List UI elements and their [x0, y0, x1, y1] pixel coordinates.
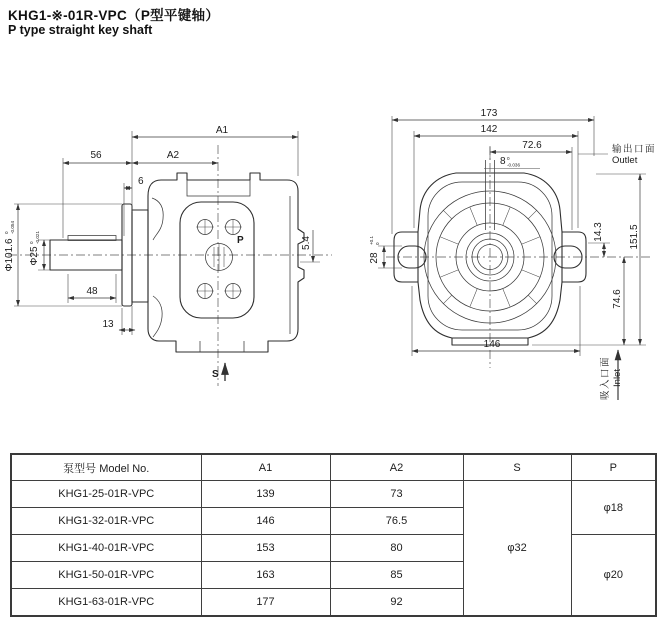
model-cell: KHG1-25-01R-VPC: [11, 481, 201, 508]
a1-cell: 146: [201, 508, 330, 535]
dim-151-5: [532, 174, 646, 345]
model-cell: KHG1-32-01R-VPC: [11, 508, 201, 535]
dim-14-3-label: 14.3: [593, 222, 604, 242]
dim-dia-101-6-label: Φ101.6: [4, 238, 15, 272]
front-view: [369, 108, 656, 400]
dim-dia-25-sup: 0: [29, 241, 34, 244]
dim-28: [369, 235, 402, 268]
dim-48: [68, 274, 116, 303]
a2-cell: 92: [330, 589, 463, 617]
port-p-label: P: [237, 235, 244, 246]
dim-dia-25: [29, 231, 50, 270]
a1-cell: 163: [201, 562, 330, 589]
dim-a1-label: A1: [215, 125, 229, 136]
dim-142-label: 142: [480, 124, 498, 135]
inlet-label-en: Inlet: [612, 369, 623, 387]
dim-74-6-label: 74.6: [612, 289, 623, 309]
inlet-callout: [599, 350, 623, 400]
a2-cell: 85: [330, 562, 463, 589]
dim-5-4: [300, 230, 320, 262]
dim-14-3: [588, 222, 610, 257]
s-cell: φ32: [463, 481, 571, 617]
a2-cell: 80: [330, 535, 463, 562]
dim-28-sup: +0.1: [369, 235, 374, 245]
model-cell: KHG1-50-01R-VPC: [11, 562, 201, 589]
suction-s-label: S: [212, 369, 219, 380]
port-face: [180, 202, 254, 318]
dim-8-sup: 0: [507, 156, 510, 161]
table-row: [11, 481, 656, 508]
bolt-hole: [224, 283, 242, 299]
dim-dia-101-6-sub: -0.054: [10, 220, 15, 234]
dim-142: [414, 124, 578, 228]
dim-74-6: [612, 257, 624, 345]
dim-28-sub: 0: [375, 242, 380, 245]
model-cell: KHG1-63-01R-VPC: [11, 589, 201, 617]
dim-dia-25-sub: -0.021: [35, 230, 40, 244]
dim-151-5-label: 151.5: [629, 224, 640, 250]
dim-48-label: 48: [86, 286, 98, 297]
bolt-hole: [224, 219, 242, 235]
dim-56-label: 56: [90, 150, 102, 161]
header-model: 泵型号 Model No.: [11, 454, 201, 481]
bolt-hole: [196, 219, 214, 235]
inlet-label-cn: 吸入口面: [600, 355, 611, 401]
header-a2: A2: [330, 454, 463, 481]
dim-13-label: 13: [102, 319, 114, 330]
dim-56-a2: [63, 150, 218, 238]
page-subtitle: P type straight key shaft: [8, 23, 153, 37]
dim-8-sub: -0.036: [507, 162, 521, 168]
bolt-hole: [196, 283, 214, 299]
a1-cell: 153: [201, 535, 330, 562]
header-a1: A1: [201, 454, 330, 481]
dim-72-6: [490, 140, 572, 230]
dim-146-label: 146: [483, 339, 501, 350]
dim-72-6-label: 72.6: [522, 140, 542, 151]
dim-173-label: 173: [480, 108, 498, 119]
side-view: [4, 125, 332, 386]
a2-cell: 73: [330, 481, 463, 508]
p-cell-large: φ20: [571, 535, 656, 617]
outlet-label-en: Outlet: [612, 155, 638, 166]
dim-a1: [132, 125, 298, 212]
dim-28-label: 28: [369, 252, 380, 264]
dim-8-label: 8: [500, 156, 506, 167]
dim-5-4-label: 5.4: [301, 236, 312, 250]
dim-6-label: 6: [138, 176, 144, 187]
outlet-label-cn: 输出口面: [612, 144, 657, 155]
model-cell: KHG1-40-01R-VPC: [11, 535, 201, 562]
dim-13: [102, 306, 135, 335]
page-title: KHG1-※-01R-VPC（P型平键轴）: [8, 8, 220, 23]
a1-cell: 177: [201, 589, 330, 617]
pump-body-outline: [148, 173, 304, 352]
pressure-port: [206, 244, 233, 271]
dim-a2-label: A2: [166, 150, 180, 161]
header-s: S: [463, 454, 571, 481]
table-header-row: [11, 454, 656, 481]
outlet-callout: [578, 143, 656, 166]
dim-6: [124, 176, 144, 236]
shaft-outline: [50, 236, 122, 271]
suction-arrow: [212, 363, 225, 381]
dim-dia-25-label: Φ25: [29, 246, 40, 266]
p-cell-small: φ18: [571, 481, 656, 535]
dim-dia-101-6-sup: 0: [4, 231, 9, 234]
a2-cell: 76.5: [330, 508, 463, 535]
dimension-drawings: [0, 55, 665, 453]
header-p: P: [571, 454, 656, 481]
dim-8: [484, 156, 540, 169]
a1-cell: 139: [201, 481, 330, 508]
model-spec-table: [10, 453, 657, 617]
